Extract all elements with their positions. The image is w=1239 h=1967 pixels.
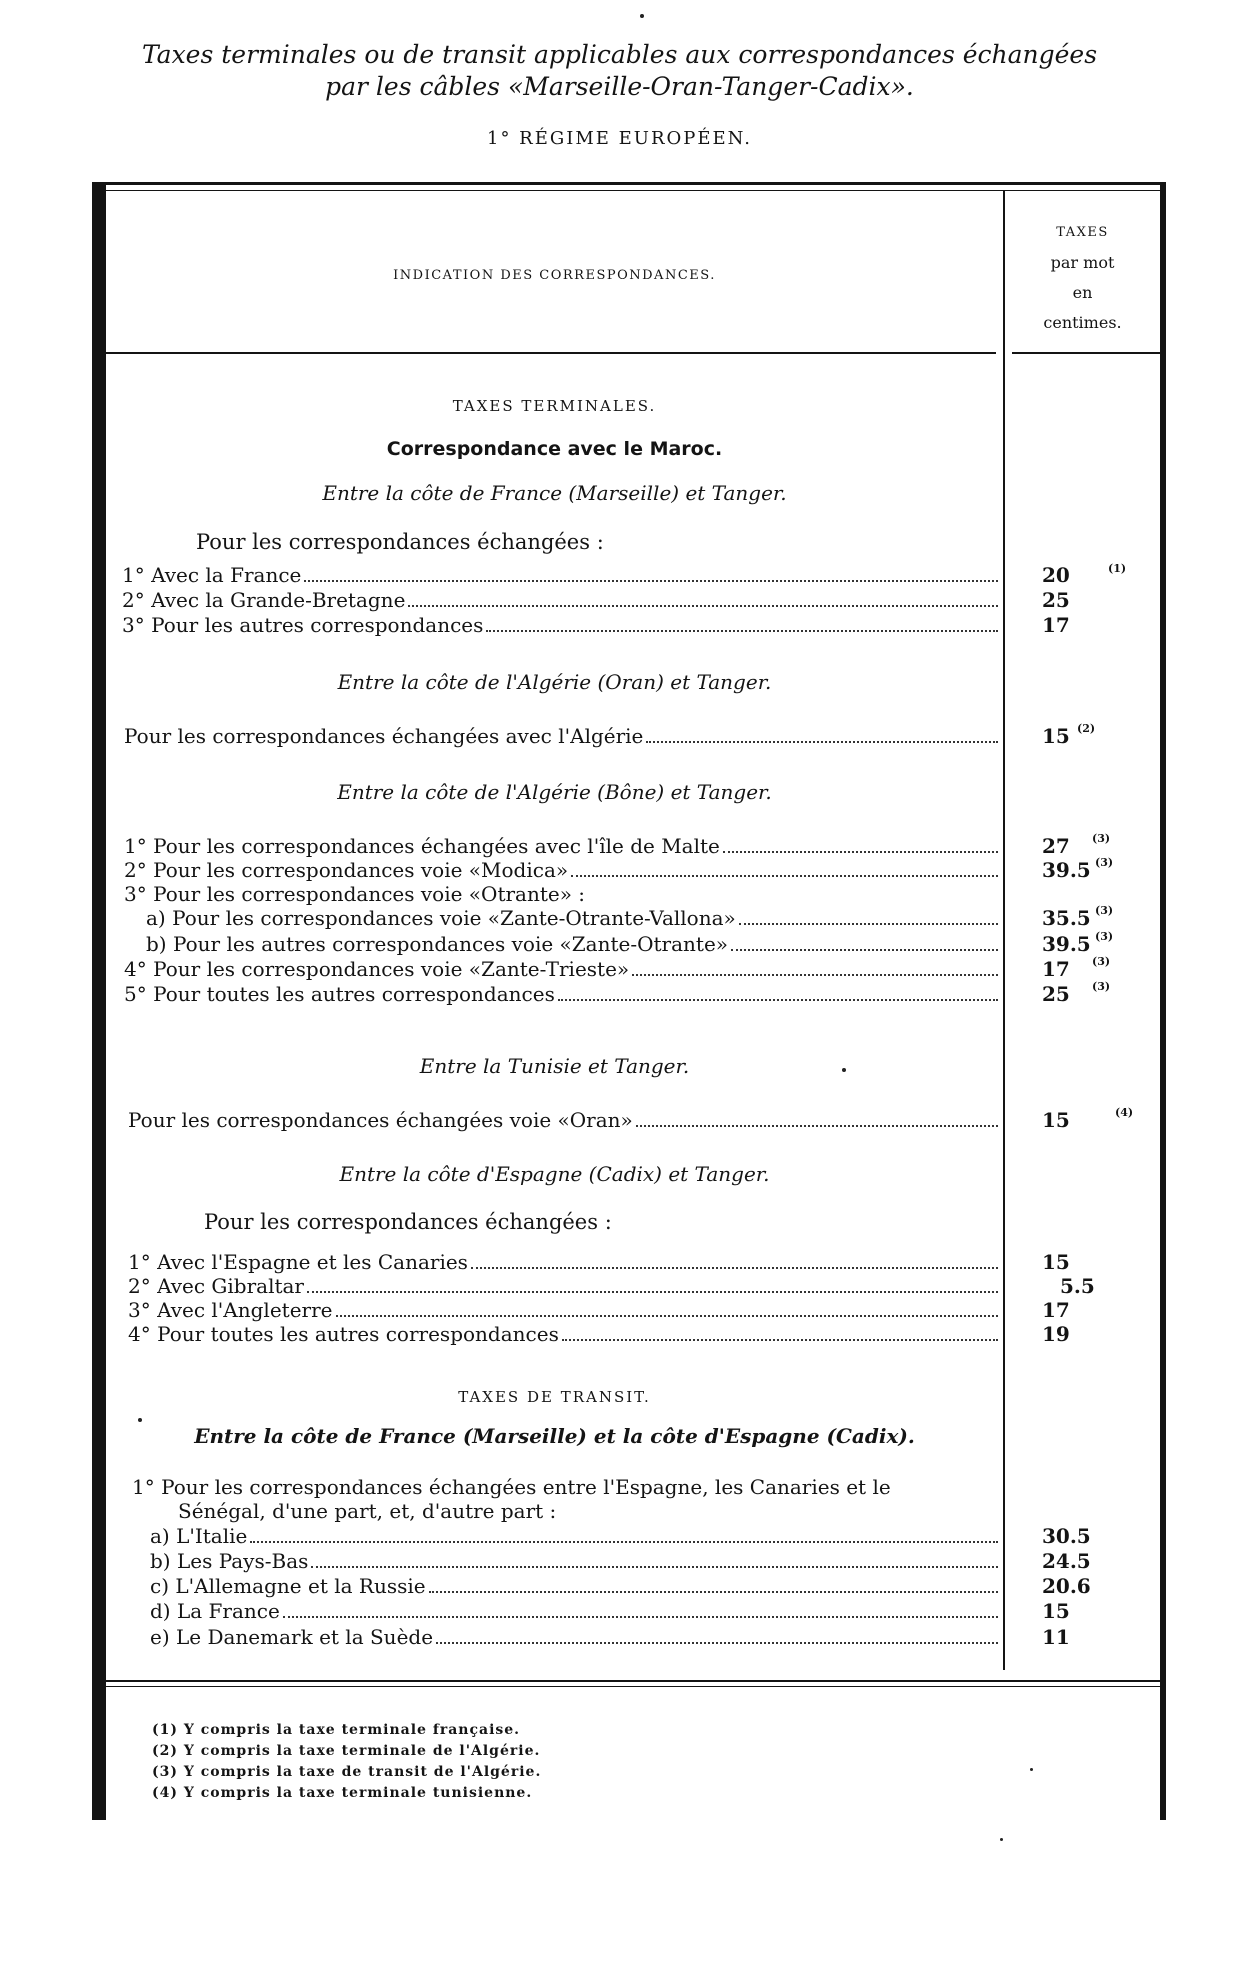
table-row: [124, 724, 998, 748]
table-bottom-rule: [106, 1680, 1160, 1682]
table-row: [128, 1298, 998, 1322]
group-title-espagne-tanger: Entre la côte d'Espagne (Cadix) et Tanger.: [339, 1162, 770, 1186]
row-value: 24.5: [1042, 1549, 1091, 1573]
footnote-ref: (3): [1095, 904, 1114, 917]
footnote-ref: (3): [1092, 832, 1111, 845]
table-bottom-rule-inner: [106, 1686, 1160, 1687]
page-title-line-1: Taxes terminales ou de transit applicables aux correspondances échangées: [141, 40, 1098, 69]
table-row: [124, 982, 998, 1006]
row-value: 15: [1042, 1599, 1070, 1623]
leader-dots: [471, 1267, 998, 1269]
regime-heading: 1° RÉGIME EUROPÉEN.: [487, 128, 752, 149]
page-title-line-2: par les câbles «Marseille-Oran-Tanger-Cadix».: [325, 72, 914, 101]
scan-speck: [138, 1418, 142, 1422]
footnote-mark: (3): [152, 1764, 178, 1780]
footnote-ref: (4): [1115, 1106, 1134, 1119]
scan-speck: [640, 14, 644, 18]
header-separator-left: [106, 352, 996, 354]
leader-dots: [283, 1616, 998, 1618]
footnote-ref: (2): [1077, 722, 1096, 735]
row-value: 15: [1042, 1250, 1070, 1274]
footnote-ref: (3): [1092, 980, 1111, 993]
column-header-taxes: [1005, 218, 1160, 338]
leader-dots: [739, 923, 998, 925]
row-value: 25: [1042, 588, 1070, 612]
row-label: 1° Pour les correspondances échangées avec l'île de Malte: [124, 834, 720, 858]
column-header-taxes-line-3: en: [1072, 283, 1093, 302]
row-label: 3° Pour les correspondances voie «Otrante» :: [124, 882, 586, 906]
table-border-top-inner: [98, 190, 1166, 191]
row-label: 2° Pour les correspondances voie «Modica»: [124, 858, 569, 882]
table-row: [150, 1549, 998, 1573]
column-header-taxes-line-2: par mot: [1050, 253, 1115, 272]
table-row: [150, 1599, 998, 1623]
table-row: [122, 563, 998, 587]
table-row: [150, 1524, 998, 1548]
leader-dots: [429, 1591, 998, 1593]
table-row: [150, 1574, 998, 1598]
table-row: [146, 906, 998, 930]
footnote-text: Y compris la taxe terminale tunisienne.: [183, 1785, 533, 1801]
footnote: [152, 1743, 540, 1759]
leader-dots: [723, 851, 998, 853]
table-row: [122, 588, 998, 612]
row-value: 30.5: [1042, 1524, 1091, 1548]
table-row: [128, 1274, 998, 1298]
section-heading-transit: TAXES DE TRANSIT.: [458, 1388, 651, 1406]
row-value: 20: [1042, 563, 1070, 587]
leader-dots: [731, 949, 998, 951]
section-heading-terminales: TAXES TERMINALES.: [452, 397, 657, 415]
row-value: 17: [1042, 1298, 1070, 1322]
row-label: b) Pour les autres correspondances voie «Zante-Otrante»: [146, 932, 729, 956]
footnote-text: Y compris la taxe terminale de l'Algérie.: [183, 1743, 541, 1759]
table-border-right: [1160, 182, 1166, 1820]
row-value: 15: [1042, 1108, 1070, 1132]
row-label: c) L'Allemagne et la Russie: [150, 1574, 426, 1598]
row-value: 17: [1042, 613, 1070, 637]
footnote: [152, 1722, 520, 1738]
table-row: [128, 1250, 998, 1274]
footnote-ref: (1): [1108, 562, 1127, 575]
row-label: 1° Avec la France: [122, 563, 302, 587]
leader-dots: [250, 1541, 998, 1543]
row-label: e) Le Danemark et la Suède: [150, 1625, 434, 1649]
row-value: 20.6: [1042, 1574, 1091, 1598]
row-value: 5.5: [1060, 1274, 1095, 1298]
row-value: 25: [1042, 982, 1070, 1006]
column-header-taxes-line-1: TAXES: [1056, 225, 1109, 240]
footnote-mark: (2): [152, 1743, 178, 1759]
row-label: 3° Avec l'Angleterre: [128, 1298, 333, 1322]
table-row: [146, 932, 998, 956]
row-label: 4° Pour toutes les autres correspondances: [128, 1322, 559, 1346]
column-divider: [1003, 190, 1005, 1670]
footnote-ref: (3): [1095, 930, 1114, 943]
transit-intro-line-1: 1° Pour les correspondances échangées entre l'Espagne, les Canaries et le: [132, 1475, 891, 1499]
table-row: [150, 1625, 998, 1649]
group-title-france-tanger: Entre la côte de France (Marseille) et Tanger.: [322, 481, 787, 505]
footnote-ref: (3): [1095, 856, 1114, 869]
row-value: 35.5: [1042, 906, 1091, 930]
table-row: [124, 882, 998, 906]
row-label: 4° Pour les correspondances voie «Zante-Trieste»: [124, 957, 630, 981]
leader-dots: [571, 875, 998, 877]
table-row: [122, 613, 998, 637]
table-row: [124, 834, 998, 858]
table-border-left: [92, 182, 106, 1820]
row-value: 15: [1042, 724, 1070, 748]
group-title-tunisie-tanger: Entre la Tunisie et Tanger.: [419, 1054, 690, 1078]
header-separator-right: [1012, 352, 1160, 354]
leader-dots: [486, 630, 998, 632]
leader-dots: [336, 1315, 999, 1317]
row-label: 3° Pour les autres correspondances: [122, 613, 484, 637]
table-row: [124, 957, 998, 981]
table-row: [128, 1108, 998, 1132]
group-intro-espagne-tanger: Pour les correspondances échangées :: [204, 1210, 612, 1234]
footnote-text: Y compris la taxe terminale française.: [183, 1722, 521, 1738]
row-label: 2° Avec Gibraltar: [128, 1274, 304, 1298]
column-header-taxes-line-4: centimes.: [1043, 313, 1122, 332]
leader-dots: [646, 741, 998, 743]
scan-speck: [1000, 1838, 1003, 1841]
leader-dots: [562, 1339, 998, 1341]
footnote-mark: (4): [152, 1785, 178, 1801]
leader-dots: [408, 605, 998, 607]
leader-dots: [436, 1642, 998, 1644]
row-label: a) Pour les correspondances voie «Zante-Otrante-Vallona»: [146, 906, 736, 930]
transit-intro-line-2: Sénégal, d'une part, et, d'autre part :: [178, 1499, 557, 1523]
leader-dots: [311, 1566, 998, 1568]
table-row: [128, 1322, 998, 1346]
leader-dots: [632, 974, 998, 976]
footnote-mark: (1): [152, 1722, 178, 1738]
row-label: d) La France: [150, 1599, 280, 1623]
group-title-france-espagne: Entre la côte de France (Marseille) et la côte d'Espagne (Cadix).: [194, 1424, 915, 1448]
row-label: a) L'Italie: [150, 1524, 248, 1548]
group-title-bone-tanger: Entre la côte de l'Algérie (Bône) et Tanger.: [337, 780, 772, 804]
leader-dots: [636, 1125, 998, 1127]
leader-dots: [558, 999, 998, 1001]
leader-dots: [304, 580, 998, 582]
row-label: b) Les Pays-Bas: [150, 1549, 309, 1573]
row-value: 11: [1042, 1625, 1070, 1649]
row-value: 39.5: [1042, 932, 1091, 956]
footnote: [152, 1785, 532, 1801]
row-label: 2° Avec la Grande-Bretagne: [122, 588, 406, 612]
row-label: 5° Pour toutes les autres correspondances: [124, 982, 555, 1006]
row-label: Pour les correspondances échangées voie «Oran»: [128, 1108, 633, 1132]
scan-speck: [842, 1068, 846, 1072]
footnote-ref: (3): [1092, 955, 1111, 968]
row-value: 17: [1042, 957, 1070, 981]
row-value: 39.5: [1042, 858, 1091, 882]
column-header-indication: INDICATION DES CORRESPONDANCES.: [393, 268, 716, 283]
row-value: 27: [1042, 834, 1070, 858]
footnote: [152, 1764, 541, 1780]
footnote-text: Y compris la taxe de transit de l'Algérie.: [183, 1764, 542, 1780]
group-title-oran-tanger: Entre la côte de l'Algérie (Oran) et Tanger.: [337, 670, 772, 694]
table-row: [124, 858, 998, 882]
row-label: Pour les correspondances échangées avec l'Algérie: [124, 724, 644, 748]
scan-speck: [1030, 1768, 1033, 1771]
table-border-top: [98, 182, 1166, 185]
group-intro-france-tanger: Pour les correspondances échangées :: [196, 530, 604, 554]
row-label: 1° Avec l'Espagne et les Canaries: [128, 1250, 468, 1274]
leader-dots: [307, 1291, 998, 1293]
row-value: 19: [1042, 1322, 1070, 1346]
subheading-maroc: Correspondance avec le Maroc.: [386, 438, 723, 460]
